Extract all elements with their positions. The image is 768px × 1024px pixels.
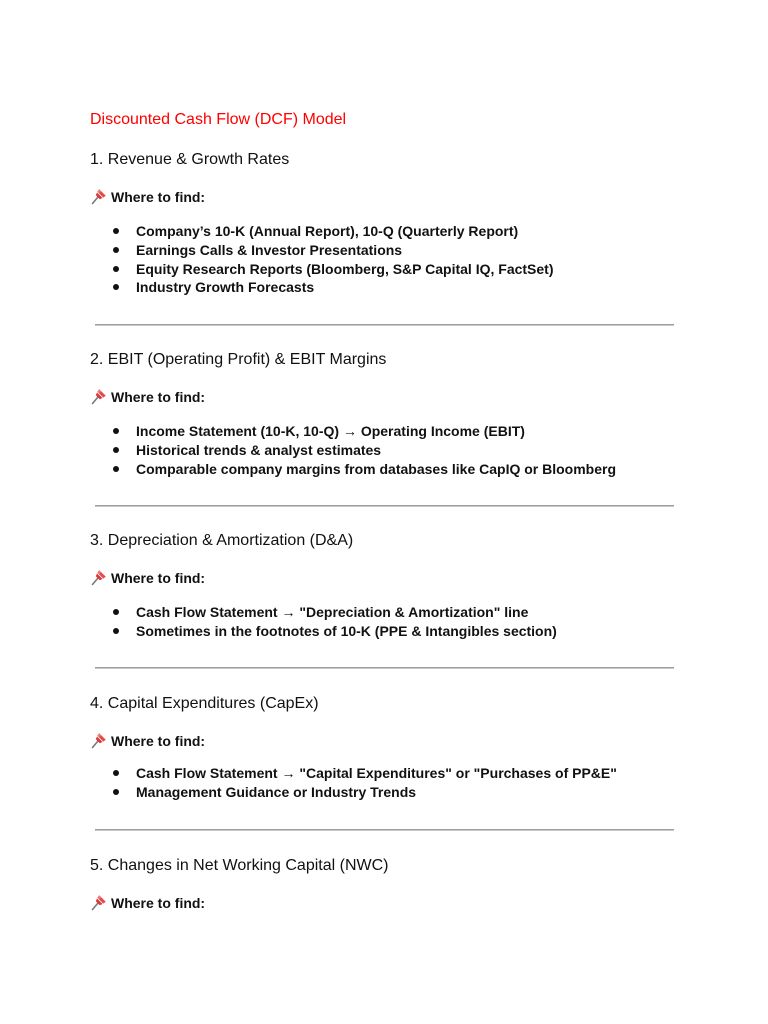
bullet-dot <box>113 428 119 434</box>
source-list <box>90 764 617 802</box>
where-to-find-label <box>90 387 205 406</box>
bullet-dot <box>113 247 119 253</box>
section-heading: 1. Revenue & Growth Rates <box>90 151 290 168</box>
document-title: Discounted Cash Flow (DCF) Model <box>90 111 347 128</box>
list-item-text: Income Statement (10-K, 10-Q) → Operating Income (EBIT) <box>136 423 525 439</box>
source-list <box>90 422 616 478</box>
bullet-dot <box>113 789 119 795</box>
section-divider <box>95 324 674 326</box>
list-item <box>90 783 617 802</box>
section-ebit <box>90 350 680 477</box>
list-item-text: Management Guidance or Industry Trends <box>136 783 417 800</box>
where-to-find-label <box>90 568 205 587</box>
list-item-text: Cash Flow Statement → "Capital Expenditures" or "Purchases of PP&E" <box>136 765 617 781</box>
list-item <box>90 622 557 641</box>
list-item <box>90 278 554 297</box>
section-divider <box>95 667 674 669</box>
bullet-dot <box>113 284 119 290</box>
list-item-text: Sometimes in the footnotes of 10-K (PPE & Intangibles section) <box>136 622 557 639</box>
section-heading: 2. EBIT (Operating Profit) & EBIT Margins <box>90 351 387 368</box>
list-item-text: Cash Flow Statement → "Depreciation & Amortization" line <box>136 604 529 620</box>
list-item-text: Earnings Calls & Investor Presentations <box>136 241 403 258</box>
bullet-dot <box>113 628 119 634</box>
bullet-dot <box>113 770 119 776</box>
bullet-dot <box>113 466 119 472</box>
list-item <box>90 222 554 241</box>
list-item <box>90 764 617 783</box>
bullet-dot <box>113 447 119 453</box>
list-item-text: Industry Growth Forecasts <box>136 279 315 296</box>
list-item <box>90 441 616 460</box>
bullet-dot <box>113 609 119 615</box>
section-heading: 4. Capital Expenditures (CapEx) <box>90 695 319 712</box>
list-item <box>90 422 616 441</box>
list-item-text: Equity Research Reports (Bloomberg, S&P Capital IQ, FactSet) <box>136 260 554 277</box>
source-list <box>90 222 554 297</box>
pushpin-icon <box>90 387 108 405</box>
section-heading: 3. Depreciation & Amortization (D&A) <box>90 532 354 549</box>
list-item-text: Company’s 10-K (Annual Report), 10-Q (Quarterly Report) <box>136 223 519 239</box>
list-item-text: Historical trends & analyst estimates <box>136 441 382 458</box>
pushpin-icon <box>90 731 108 749</box>
list-item <box>90 241 554 260</box>
section-heading: 5. Changes in Net Working Capital (NWC) <box>90 857 389 874</box>
list-item <box>90 603 557 622</box>
section-capex <box>90 694 680 800</box>
section-net-working-capital <box>90 856 680 911</box>
section-divider <box>95 505 674 507</box>
where-to-find-label <box>90 731 205 750</box>
pushpin-icon <box>90 568 108 586</box>
bullet-dot <box>113 228 119 234</box>
where-to-find-text: Where to find: <box>111 895 206 911</box>
list-item-text: Comparable company margins from databases like CapIQ or Bloomberg <box>136 460 617 477</box>
where-to-find-text: Where to find: <box>111 389 206 405</box>
where-to-find-label <box>90 187 205 206</box>
where-to-find-text: Where to find: <box>111 733 206 749</box>
list-item <box>90 460 616 479</box>
pushpin-icon <box>90 893 108 911</box>
section-depreciation-amortization <box>90 531 680 639</box>
source-list <box>90 603 557 641</box>
where-to-find-text: Where to find: <box>111 189 206 205</box>
where-to-find-text: Where to find: <box>111 570 206 586</box>
where-to-find-label <box>90 893 205 912</box>
list-item <box>90 260 554 279</box>
pushpin-icon <box>90 187 108 205</box>
bullet-dot <box>113 266 119 272</box>
section-divider <box>95 829 674 831</box>
section-revenue-growth <box>90 150 680 296</box>
